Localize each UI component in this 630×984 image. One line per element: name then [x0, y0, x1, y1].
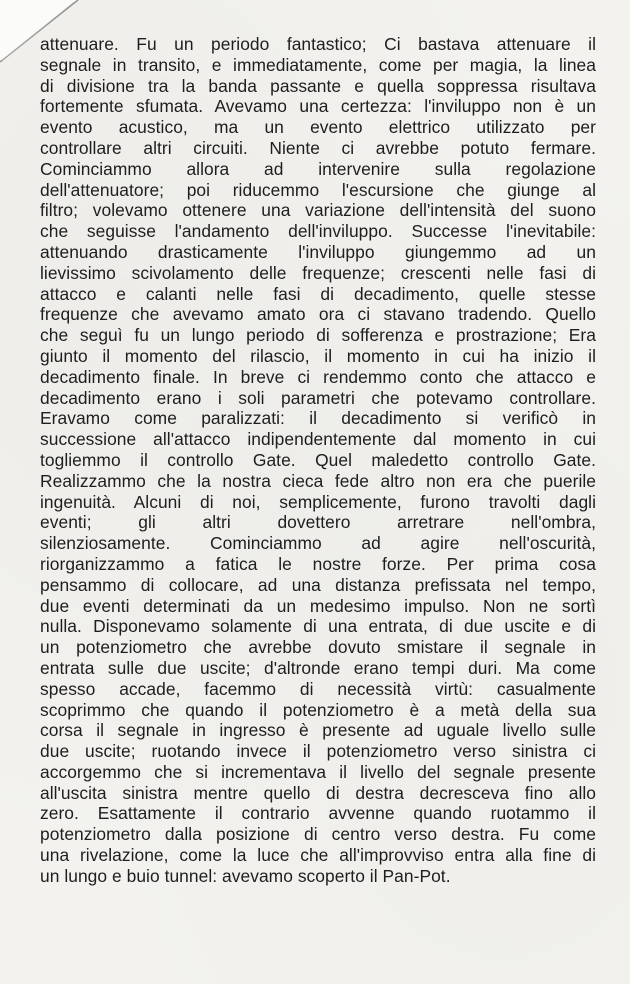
text-line: che seguisse l'andamento dell'inviluppo. Successe l'inevitabile:: [40, 221, 596, 242]
text-line: un lungo e buio tunnel: avevamo scoperto il Pan-Pot.: [40, 865, 451, 886]
text-line: potenziometro dalla posizione di centro verso destra. Fu come: [40, 824, 596, 845]
text-line: due uscite; ruotando invece il potenziometro verso sinistra ci: [40, 741, 596, 762]
text-line: controllare altri circuiti. Niente ci avrebbe potuto fermare.: [40, 137, 596, 158]
text-line: evento acustico, ma un evento elettrico utilizzato per: [40, 117, 596, 138]
text-line: zero. Esattamente il contrario avvenne quando ruotammo il: [40, 803, 596, 824]
text-line: decadimento erano i soli parametri che potevamo controllare.: [40, 387, 596, 408]
text-line: silenziosamente. Cominciammo ad agire nell'oscurità,: [40, 533, 596, 554]
text-line: togliemmo il controllo Gate. Quel maledetto controllo Gate.: [40, 449, 596, 470]
text-line: filtro; volevamo ottenere una variazione dell'intensità del suono: [40, 200, 596, 221]
text-line: Realizzammo che la nostra cieca fede altro non era che puerile: [40, 470, 596, 491]
text-line: frequenze che avevamo amato ora ci stavano tradendo. Quello: [40, 304, 596, 325]
text-line: Cominciammo allora ad intervenire sulla regolazione: [40, 158, 596, 179]
text-line: un potenziometro che avrebbe dovuto smistare il segnale in: [40, 637, 596, 658]
text-line: ingenuità. Alcuni di noi, semplicemente, furono travolti dagli: [40, 491, 596, 512]
text-line: riorganizzammo a fatica le nostre forze. Per prima cosa: [40, 553, 596, 574]
text-line: corsa il segnale in ingresso è presente ad uguale livello sulle: [40, 720, 596, 741]
text-line: decadimento finale. In breve ci rendemmo conto che attacco e: [40, 366, 596, 387]
text-line: scoprimmo che quando il potenziometro è a metà della sua: [40, 699, 596, 720]
text-line: accorgemmo che si incrementava il livello del segnale presente: [40, 761, 596, 782]
text-line: una rivelazione, come la luce che all'improvviso entra alla fine di: [40, 845, 596, 866]
text-line: successione all'attacco indipendentemente dal momento in cui: [40, 429, 596, 450]
text-line: segnale in transito, e immediatamente, come per magia, la linea: [40, 54, 596, 75]
text-line: all'uscita sinistra mentre quello di destra decresceva fino allo: [40, 782, 596, 803]
text-line: entrata sulle due uscite; d'altronde erano tempi duri. Ma come: [40, 657, 596, 678]
text-line: fortemente sfumata. Avevamo una certezza: l'inviluppo non è un: [40, 96, 596, 117]
body-text: [40, 34, 596, 887]
text-line: lievissimo scivolamento delle frequenze; crescenti nelle fasi di: [40, 262, 596, 283]
text-line: dell'attenuatore; poi riducemmo l'escursione che giunge al: [40, 179, 596, 200]
text-line: pensammo di collocare, ad una distanza prefissata nel tempo,: [40, 574, 596, 595]
text-line: giunto il momento del rilascio, il momento in cui ha inizio il: [40, 345, 596, 366]
text-line: spesso accade, facemmo di necessità virtù: casualmente: [40, 678, 596, 699]
text-line: attenuare. Fu un periodo fantastico; Ci bastava attenuare il: [40, 34, 596, 54]
text-line: Eravamo come paralizzati: il decadimento si verificò in: [40, 408, 596, 429]
text-line: di divisione tra la banda passante e quella soppressa risultava: [40, 75, 596, 96]
text-line: due eventi determinati da un medesimo impulso. Non ne sortì: [40, 595, 596, 616]
text-line: eventi; gli altri dovettero arretrare nell'ombra,: [40, 512, 596, 533]
text-line: nulla. Disponevamo solamente di una entrata, di due uscite e di: [40, 616, 596, 637]
text-line: attacco e calanti nelle fasi di decadimento, quelle stesse: [40, 283, 596, 304]
text-line: attenuando drasticamente l'inviluppo giungemmo ad un: [40, 241, 596, 262]
text-line: che seguì fu un lungo periodo di sofferenza e prostrazione; Era: [40, 325, 596, 346]
